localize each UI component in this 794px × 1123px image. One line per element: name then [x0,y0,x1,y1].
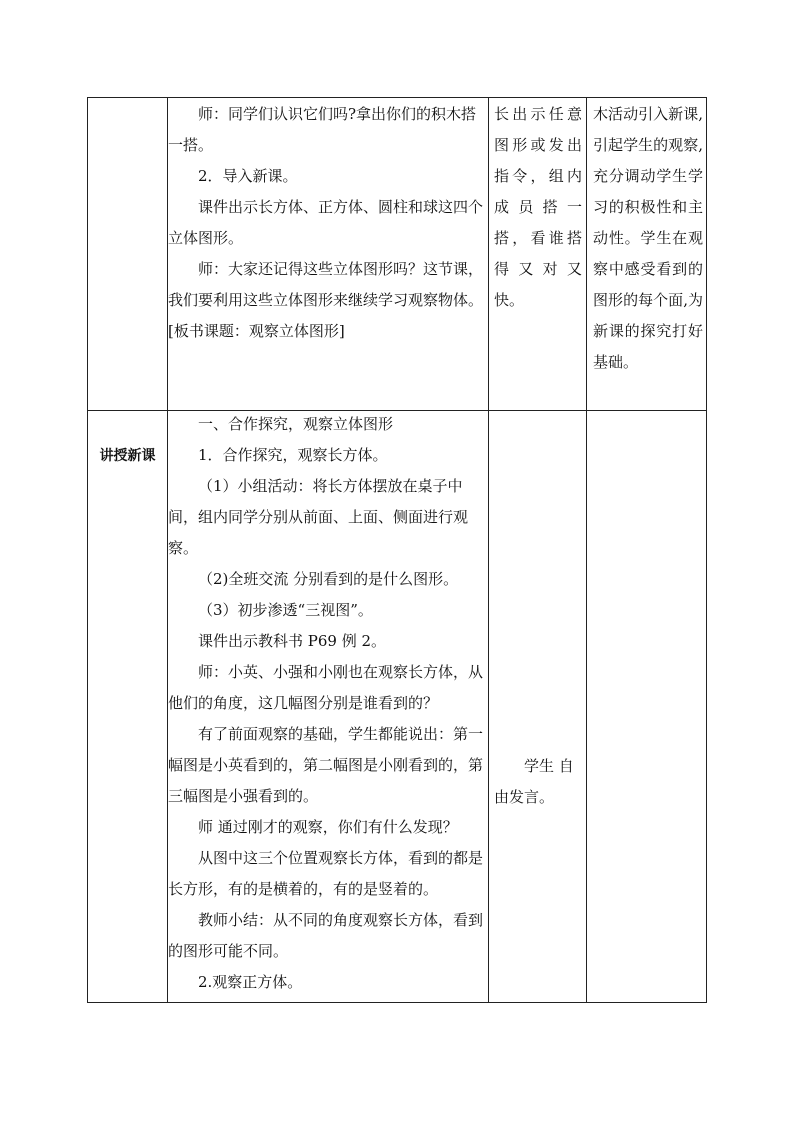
lesson-plan-table [87,97,707,1003]
paragraph: 课件出示教科书 P69 例 2。 [198,632,387,650]
paragraph: 1．合作探究，观察长方体。 [198,446,388,464]
paragraph: 师：大家还记得这些立体图形吗？这节课，我们要利用这些立体图形来继续学习观察物体。[板书课题：观察立体图形] [168,260,484,340]
row2-teaching-content [168,409,484,998]
column-divider [586,97,587,1003]
paragraph: 师：同学们认识它们吗?拿出你们的积木搭一搭。 [168,105,477,154]
paragraph: （1）小组活动：将长方体摆放在桌子中间，组内同学分别从前面、上面、侧面进行观察。 [168,477,469,557]
paragraph: 课件出示长方体、正方体、圆柱和球这四个立体图形。 [168,198,484,247]
paragraph: 师 通过刚才的观察，你们有什么发现？ [198,818,458,836]
table-right-border [706,97,707,1003]
table-bottom-border [87,1002,707,1003]
section-label: 讲授新课 [99,448,156,464]
paragraph: 有了前面观察的基础，学生都能说出：第一幅图是小英看到的，第二幅图是小刚看到的，第三幅图是小强看到的。 [168,725,484,805]
column-divider [488,97,489,1003]
paragraph: 师：小英、小强和小刚也在观察长方体，从他们的角度，这几幅图分别是谁看到的？ [168,663,484,712]
row1-teaching-content [168,99,484,347]
paragraph: 2.观察正方体。 [198,973,303,991]
table-top-border [87,97,707,98]
paragraph: 2．导入新课。 [198,167,298,185]
row2-student-activity: 学生 自由发言。 [494,757,574,806]
paragraph: 教师小结：从不同的角度观察长方体，看到的图形可能不同。 [168,911,484,960]
paragraph: 从图中这三个位置观察长方体，看到的都是长方形，有的是横着的，有的是竖着的。 [168,849,484,898]
row1-design-intent: 木活动引入新课,引起学生的观察,充分调动学生学习的积极性和主动性。学生在观察中感受看到的图形的每个面,为新课的探究打好基础。 [593,105,703,371]
paragraph: （3）初步渗透“三视图”。 [198,601,373,619]
paragraph: 一、合作探究，观察立体图形 [198,415,394,433]
table-left-border [87,97,88,1003]
paragraph: （2)全班交流 分别看到的是什么图形。 [198,570,459,588]
row1-student-activity: 长出示任意图形或发出指令，组内成员搭一搭，看谁搭得又对又快。 [494,105,582,309]
